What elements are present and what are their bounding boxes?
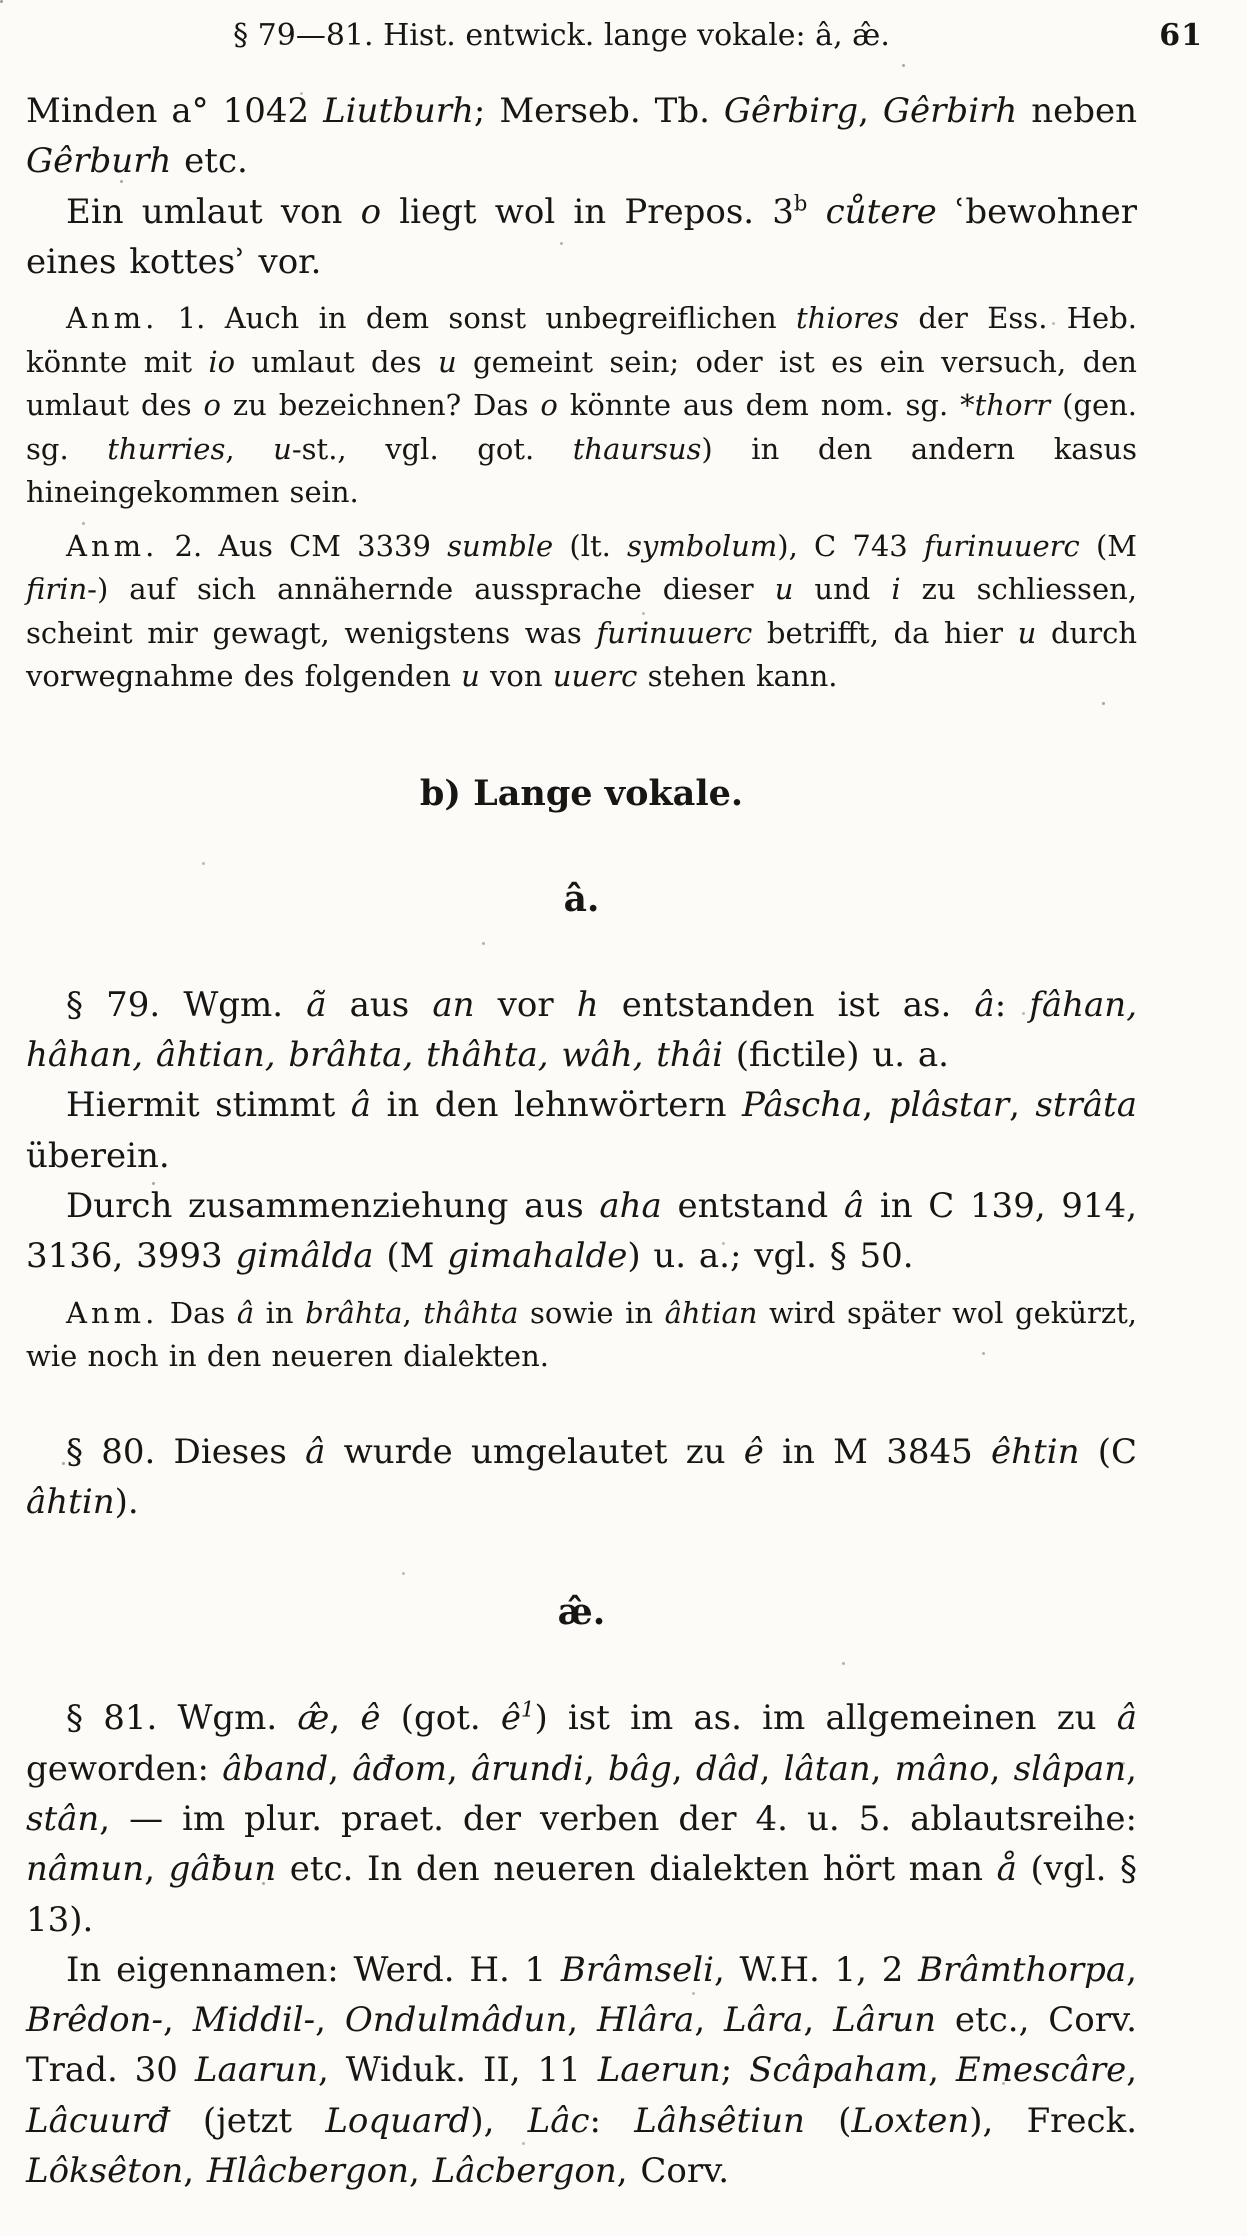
para-79 — [26, 980, 1137, 1081]
text-run: (gen. sg. — [26, 388, 1137, 466]
header-title: § 79—81. Hist. entwick. lange vokale: â, æ̂. — [233, 18, 890, 53]
text-run: , — [671, 1748, 696, 1789]
text-run: , — [183, 2151, 207, 2192]
text-run-italic: Laarun — [194, 2050, 319, 2091]
text-run: § 80. Dieses — [66, 1431, 306, 1472]
text-run: â. — [563, 877, 600, 920]
text-run: aus — [326, 984, 433, 1025]
text-run-italic: âđom — [352, 1748, 447, 1789]
text-run: , — [328, 1748, 353, 1789]
text-run: , — [1126, 2050, 1138, 2091]
text-run: ) u. a.; vgl. § 50. — [627, 1236, 914, 1277]
text-run: ). — [114, 1481, 139, 1522]
text-run-italic: êhtin — [991, 1431, 1080, 1472]
note-anm-2 — [26, 525, 1137, 699]
text-run: ), Freck. — [969, 2100, 1137, 2141]
text-run: Durch zusammenziehung aus — [66, 1186, 600, 1226]
text-run-italic: â — [305, 1431, 326, 1472]
text-run: (got. — [380, 1698, 501, 1739]
para-80 — [26, 1427, 1137, 1528]
text-run: geworden: — [26, 1748, 223, 1789]
text-run-italic: Scâpaham — [749, 2050, 929, 2091]
text-run-italic: Hlâra — [596, 2000, 695, 2041]
text-run: gemeint sein; oder ist es ein versuch, den umlaut des — [26, 344, 1137, 423]
text-run-italic: ê — [360, 1698, 381, 1739]
text-run-italic: â — [843, 1186, 865, 1226]
text-run-italic: Loquard — [325, 2100, 471, 2141]
text-run-italic: â — [974, 984, 995, 1025]
text-run: § 81. Wgm. — [66, 1698, 298, 1739]
text-run-italic: mâno — [894, 1748, 990, 1789]
text-run-italic: Emescâre — [955, 2050, 1127, 2091]
text-run: wurde umgelautet zu — [325, 1431, 744, 1472]
text-run: , — [928, 2050, 956, 2091]
text-run-italic: Loxten — [851, 2100, 970, 2141]
text-run: neben — [1017, 91, 1137, 131]
text-run-italic: â — [350, 1085, 372, 1126]
text-run: (M — [1079, 528, 1137, 563]
text-run-italic: 1 — [521, 1696, 535, 1722]
text-run: b) Lange vokale. — [419, 772, 744, 814]
text-run: Anm. — [66, 528, 159, 563]
para-ein-umlaut — [26, 187, 1137, 288]
text-run-italic: Lârun — [833, 2000, 937, 2041]
note-anm-kuerzt — [26, 1292, 1137, 1379]
text-run-italic: lâtan — [783, 1748, 871, 1789]
text-run: , — [329, 1698, 361, 1739]
text-run-italic: âhtian — [664, 1295, 758, 1330]
text-run: umlaut des — [235, 344, 438, 379]
para-hiermit — [26, 1080, 1137, 1181]
text-run: , — [402, 1295, 424, 1330]
text-run: zu schliessen, scheint mir gewagt, wenigstens was — [26, 572, 1137, 650]
text-run: ), — [470, 2100, 528, 2141]
text-run-italic: fâhan, hâhan, âhtian, brâhta, thâhta, wâh, thâi — [26, 984, 1138, 1076]
text-run: , — [1009, 1085, 1036, 1126]
text-run-italic: dâd — [695, 1748, 760, 1789]
running-header — [26, 14, 1203, 60]
text-run: , — [144, 1849, 169, 1890]
text-run: , — [870, 1748, 895, 1789]
text-run-italic: Gêrbirh — [882, 91, 1018, 131]
text-run: zu bezeichnen? Das — [220, 388, 541, 423]
text-run-italic: å — [996, 1849, 1017, 1890]
text-run: in — [254, 1295, 306, 1330]
text-run: Hiermit stimmt — [66, 1085, 351, 1126]
text-run: , Widuk. II, 11 — [318, 2050, 598, 2091]
text-run: -) auf sich annähernde aussprache dieser — [87, 572, 775, 607]
text-run: in C 139, 914, 3136, 3993 — [26, 1186, 1137, 1277]
text-run-italic: gâƀun — [168, 1849, 277, 1890]
text-run: in den lehnwörtern — [371, 1085, 743, 1126]
text-run-italic: Brâmseli — [560, 1949, 714, 1990]
text-run-italic: furinuuerc — [596, 615, 753, 650]
text-run-italic: Laerun — [597, 2050, 721, 2091]
text-run-italic: furinuuerc — [923, 528, 1080, 563]
text-run: b — [793, 190, 808, 216]
text-run-italic: u — [461, 659, 480, 694]
text-run: , — [803, 2000, 834, 2041]
heading-a-circumflex — [26, 878, 1137, 920]
para-minden — [26, 86, 1137, 187]
text-run: , — [862, 1085, 889, 1126]
text-run-italic: âhtin — [26, 1481, 115, 1522]
text-run: entstand — [661, 1186, 844, 1226]
text-run: ʿbewohner eines kottesʾ vor. — [26, 191, 1137, 282]
text-run: ) in den andern kasus hineingekommen sein. — [26, 431, 1138, 510]
text-run-italic: thâhta — [423, 1295, 519, 1330]
text-run-italic: thiores — [796, 301, 899, 336]
text-run: : — [589, 2100, 635, 2141]
text-run-italic: i — [891, 572, 901, 607]
para-durch — [26, 1181, 1137, 1282]
text-run-italic: h — [576, 984, 599, 1025]
text-run-italic: Pâscha — [742, 1085, 863, 1126]
text-run-italic: ê — [500, 1698, 522, 1739]
text-run: , — [225, 431, 274, 466]
text-run: sowie in — [518, 1295, 665, 1330]
text-run-italic: gimâlda — [235, 1236, 374, 1277]
text-run-italic: Lâhsêtiun — [634, 2100, 805, 2141]
text-run-italic: plâstar — [888, 1085, 1010, 1126]
text-run: , — [567, 2000, 597, 2041]
text-run: durch vorwegnahme des folgenden — [26, 615, 1138, 694]
text-run: betrifft, da hier — [752, 615, 1018, 650]
text-run-italic: io — [208, 344, 236, 379]
text-run: ( — [804, 2100, 852, 2141]
text-run: § 79. Wgm. — [66, 984, 307, 1025]
text-run-italic: thorr — [974, 388, 1051, 423]
text-run-italic: âband — [222, 1748, 329, 1789]
text-run-italic: Lâcbergon — [432, 2151, 617, 2192]
text-run-italic: â — [236, 1295, 255, 1330]
text-run: Minden a° 1042 — [26, 91, 324, 131]
text-run-italic: Gêrburh — [26, 141, 172, 182]
text-run — [807, 192, 825, 232]
text-run: Ein umlaut von — [66, 191, 361, 232]
text-run: von — [479, 659, 553, 694]
text-run: ; — [720, 2050, 750, 2091]
text-run-italic: aha — [599, 1186, 662, 1226]
text-run-italic: gimahalde — [447, 1236, 628, 1277]
text-run: -st., vgl. got. — [291, 431, 573, 466]
text-run-italic: uuerc — [552, 659, 638, 694]
text-run: , — [408, 2151, 433, 2192]
text-run-italic: stân — [26, 1798, 100, 1839]
text-run: vor — [474, 984, 577, 1025]
text-run: In eigennamen: Werd. H. 1 — [66, 1949, 561, 1990]
text-run: (vgl. § 13). — [26, 1849, 1137, 1940]
text-run-italic: firin — [26, 572, 88, 607]
text-run: , — [583, 1748, 608, 1789]
text-run-italic: Ondulmâdun — [344, 2000, 568, 2041]
text-run-italic: Gêrbirg — [723, 91, 859, 131]
text-run: 1. Auch in dem sonst unbegreiflichen — [158, 301, 796, 336]
text-run-italic: ê — [743, 1431, 764, 1472]
text-run-italic: u — [273, 431, 292, 466]
text-run-italic: symbolum — [627, 528, 778, 563]
text-run-italic: Hlâcbergon — [206, 2151, 409, 2192]
text-run: etc. In den neueren dialekten hört man — [276, 1849, 997, 1890]
text-run: Das — [158, 1295, 237, 1330]
text-run: und — [793, 572, 892, 607]
text-run: æ̂. — [557, 1591, 606, 1634]
text-run: wird später wol gekürzt, wie noch in den neueren dialekten. — [26, 1295, 1138, 1374]
text-run: (lt. — [553, 528, 628, 563]
text-run: , — [858, 91, 883, 131]
text-run-italic: u — [1017, 615, 1037, 650]
text-run: Anm. — [66, 301, 159, 336]
text-run-italic: slâpan — [1013, 1748, 1127, 1789]
text-run: , — [162, 2000, 193, 2041]
text-run-italic: u — [437, 344, 457, 379]
text-run: ; Merseb. Tb. — [473, 91, 724, 131]
text-run: könnte aus dem nom. sg. * — [557, 388, 975, 423]
text-run-italic: thaursus — [572, 431, 702, 466]
text-run: , — [759, 1748, 784, 1789]
text-run-italic: bâg — [607, 1748, 672, 1789]
text-run: , — [446, 1748, 471, 1789]
text-run: , Corv. — [616, 2151, 730, 2192]
text-run: , W.H. 1, 2 — [713, 1949, 919, 1990]
text-run: 2. Aus CM 3339 — [158, 528, 448, 563]
text-run: (jetzt — [169, 2100, 326, 2141]
text-run: : — [994, 984, 1030, 1025]
text-run-italic: ã — [306, 984, 327, 1025]
text-run: stehen kann. — [637, 659, 838, 694]
text-run-italic: Lâcuurđ — [26, 2100, 170, 2141]
text-run-italic: Lâc — [527, 2100, 590, 2141]
note-anm-1 — [26, 297, 1137, 515]
text-run-italic: brâhta — [305, 1295, 403, 1330]
text-run-italic: Lôksêton — [26, 2151, 184, 2192]
page-body — [26, 86, 1137, 2196]
text-run-italic: strâta — [1035, 1085, 1137, 1126]
heading-lange-vokale — [26, 773, 1137, 814]
text-run: , — [1126, 1949, 1137, 1990]
text-run: , — [1126, 1748, 1137, 1789]
text-run: (fictile) u. a. — [722, 1035, 949, 1076]
text-run-italic: u — [774, 572, 794, 607]
text-run-italic: an — [432, 984, 475, 1025]
text-run: liegt wol in Prepos. 3 — [381, 191, 794, 232]
text-run: überein. — [26, 1135, 170, 1176]
page-number: 61 — [1159, 18, 1203, 53]
text-run-italic: o — [203, 388, 221, 423]
text-run: entstanden ist as. — [598, 984, 975, 1025]
text-run: in M 3845 — [763, 1431, 992, 1472]
text-run: der Ess. Heb. könnte mit — [26, 301, 1137, 379]
text-run-italic: o — [540, 388, 558, 423]
text-run-italic: Brâmthorpa — [918, 1949, 1127, 1990]
text-run: , — [989, 1748, 1014, 1789]
text-run: ) ist im as. im allgemeinen zu — [534, 1698, 1117, 1739]
text-run-italic: nâmun — [26, 1849, 145, 1890]
text-run-italic: sumble — [447, 528, 554, 563]
text-run: (M — [373, 1236, 448, 1277]
text-run: Anm. — [66, 1295, 159, 1330]
text-run-italic: cůtere — [825, 191, 937, 232]
text-run: , — im plur. praet. der verben der 4. u. 5. ablautsreihe: — [99, 1798, 1137, 1839]
text-run-italic: â — [1116, 1698, 1137, 1739]
text-run-italic: ârundi — [470, 1748, 584, 1789]
text-run-italic: Brêdon- — [26, 2000, 163, 2041]
para-eigennamen — [26, 1945, 1137, 2197]
heading-ae-circumflex — [26, 1591, 1137, 1633]
text-run: ), C 743 — [777, 528, 924, 563]
text-run: etc., Corv. Trad. 30 — [26, 2000, 1137, 2091]
text-run-italic: Liutburh — [323, 91, 474, 131]
text-run-italic: o — [360, 191, 382, 232]
text-run: , — [694, 2000, 725, 2041]
text-run: , — [315, 2000, 345, 2041]
text-run: etc. — [171, 141, 248, 182]
text-run-italic: æ̂ — [297, 1698, 330, 1739]
text-run: (C — [1079, 1431, 1137, 1472]
text-run-italic: Middil- — [192, 2000, 316, 2041]
text-run-italic: Lâra — [724, 2000, 804, 2041]
text-run-italic: thurries — [107, 431, 226, 466]
para-81 — [26, 1693, 1137, 1945]
